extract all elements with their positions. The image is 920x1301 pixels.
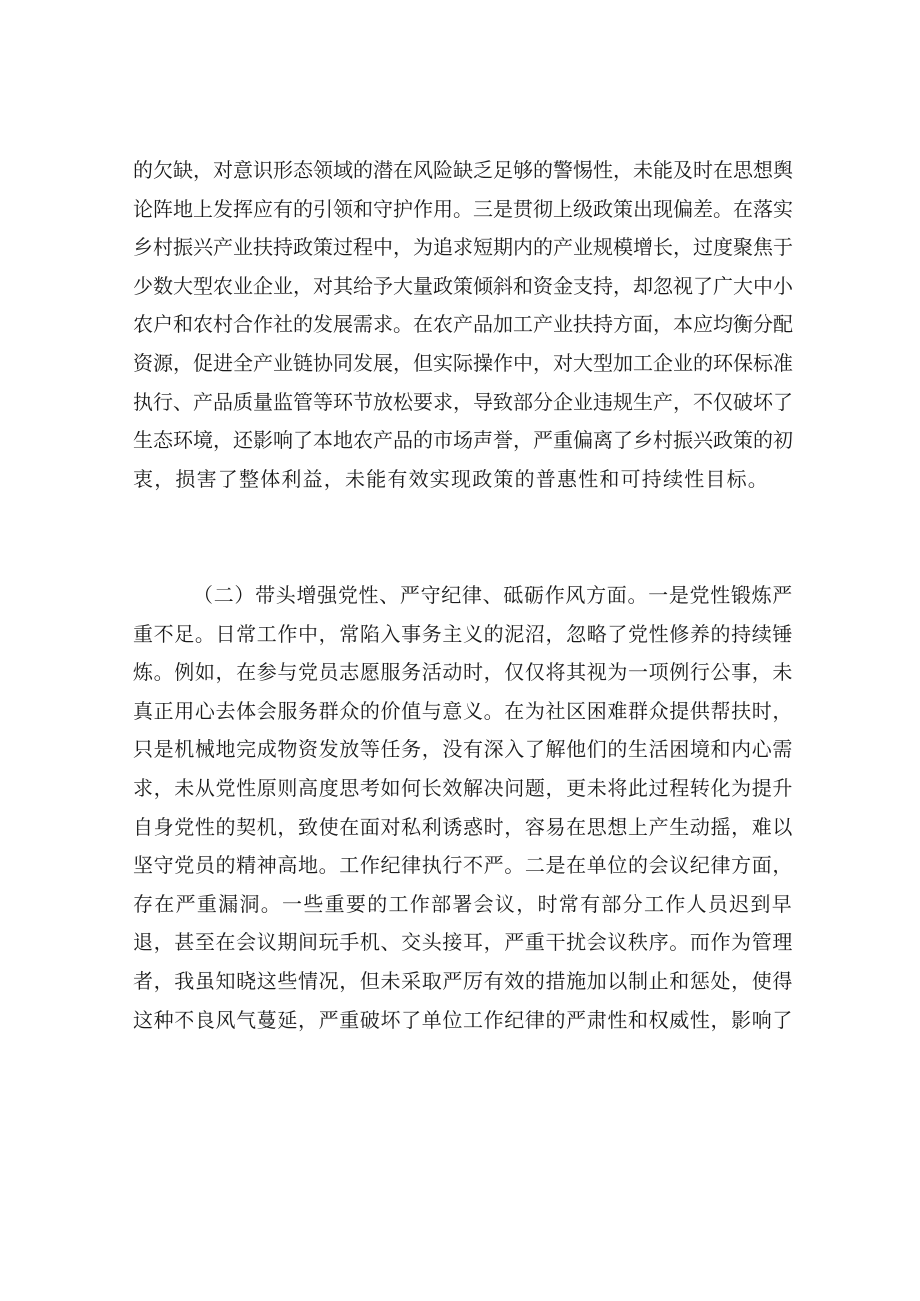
line-text: 执行、产品质量监管等环节放松要求，导致部分企业违规生产，不仅破坏了 (133, 389, 793, 414)
paragraph-2 (133, 576, 793, 1039)
line-text: 存在严重漏洞。一些重要的工作部署会议，时常有部分工作人员迟到早 (133, 891, 793, 916)
text-line (133, 305, 793, 344)
line-text: 真正用心去体会服务群众的价值与意义。在为社区困难群众提供帮扶时， (133, 698, 793, 723)
line-text: 者，我虽知晓这些情况，但未采取严厉有效的措施加以制止和惩处，使得 (133, 968, 793, 993)
text-line (133, 808, 793, 847)
line-text: 求，未从党性原则高度思考如何长效解决问题，更未将此过程转化为提升 (133, 775, 793, 800)
line-text: （二）带头增强党性、严守纪律、砥砺作风方面。一是党性锻炼严 (193, 583, 793, 607)
paragraph-1 (133, 151, 793, 498)
line-text: 资源，促进全产业链协同发展，但实际操作中，对大型加工企业的环保标准 (133, 350, 793, 375)
text-line (133, 151, 793, 190)
text-line (133, 576, 793, 615)
line-text: 炼。例如，在参与党员志愿服务活动时，仅仅将其视为一项例行公事，未 (133, 660, 793, 685)
line-text: 论阵地上发挥应有的引领和守护作用。三是贯彻上级政策出现偏差。在落实 (133, 196, 793, 221)
text-line (133, 1001, 793, 1040)
line-text: 重不足。日常工作中，常陷入事务主义的泥沼，忽略了党性修养的持续锤 (133, 621, 793, 646)
line-text: 只是机械地完成物资发放等任务，没有深入了解他们的生活困境和内心需 (133, 737, 793, 762)
line-text: 自身党性的契机，致使在面对私利诱惑时，容易在思想上产生动摇，难以 (133, 814, 793, 839)
line-text: 退，甚至在会议期间玩手机、交头接耳，严重干扰会议秩序。而作为管理 (133, 930, 793, 955)
text-line (133, 267, 793, 306)
line-text: 乡村振兴产业扶持政策过程中，为追求短期内的产业规模增长，过度聚焦于 (133, 235, 793, 260)
text-line (133, 653, 793, 692)
line-text: 的欠缺，对意识形态领域的潜在风险缺乏足够的警惕性，未能及时在思想舆 (133, 158, 793, 182)
text-line (133, 228, 793, 267)
text-line (133, 460, 793, 499)
line-text: 少数大型农业企业，对其给予大量政策倾斜和资金支持，却忽视了广大中小 (133, 273, 793, 298)
line-text: 坚守党员的精神高地。工作纪律执行不严。二是在单位的会议纪律方面， (133, 853, 793, 878)
text-line (133, 769, 793, 808)
text-line (133, 190, 793, 229)
text-line (133, 421, 793, 460)
text-line (133, 383, 793, 422)
text-line (133, 692, 793, 731)
line-text: 这种不良风气蔓延，严重破坏了单位工作纪律的严肃性和权威性，影响了 (133, 1007, 793, 1032)
line-text: 衷，损害了整体利益，未能有效实现政策的普惠性和可持续性目标。 (133, 466, 769, 491)
text-line (133, 846, 793, 885)
text-line (133, 923, 793, 962)
text-line (133, 344, 793, 383)
text-line (133, 962, 793, 1001)
text-line (133, 885, 793, 924)
text-line (133, 615, 793, 654)
line-text: 农户和农村合作社的发展需求。在农产品加工产业扶持方面，本应均衡分配 (133, 312, 793, 337)
line-text: 生态环境，还影响了本地农产品的市场声誉，严重偏离了乡村振兴政策的初 (133, 428, 793, 453)
text-line (133, 730, 793, 769)
